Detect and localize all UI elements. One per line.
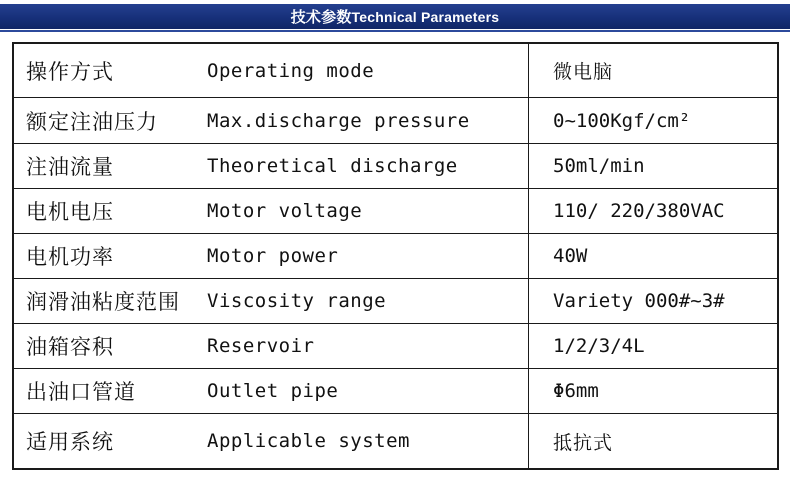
param-name-zh: 注油流量 xyxy=(26,154,114,179)
table-row xyxy=(14,44,777,98)
param-name-cell xyxy=(14,98,529,143)
param-value: 50ml/min xyxy=(529,143,778,188)
param-name-en: Viscosity range xyxy=(207,290,387,313)
param-name-cell xyxy=(14,188,529,233)
param-name-zh: 操作方式 xyxy=(26,59,114,84)
table-row xyxy=(14,143,777,188)
param-name-cell xyxy=(14,44,529,98)
param-value: 40W xyxy=(529,233,778,278)
param-value: 微电脑 xyxy=(529,44,778,98)
param-name-cell xyxy=(14,143,529,188)
parameters-table xyxy=(12,42,779,470)
title-zh: 技术参数 xyxy=(290,8,352,26)
param-name-en: Operating mode xyxy=(207,59,375,82)
title-banner xyxy=(0,4,790,29)
param-value: 110/ 220/380VAC xyxy=(529,188,778,233)
param-name-en: Outlet pipe xyxy=(207,380,339,403)
title-en: Technical Parameters xyxy=(351,8,500,25)
table-row xyxy=(14,188,777,233)
param-name-en: Theoretical discharge xyxy=(207,154,458,177)
param-name-zh: 出油口管道 xyxy=(26,380,136,405)
param-name-en: Reservoir xyxy=(207,335,315,358)
param-name-zh: 额定注油压力 xyxy=(26,109,158,134)
table-row xyxy=(14,98,777,143)
param-value: Φ6mm xyxy=(529,369,778,414)
param-value: 1/2/3/4L xyxy=(529,324,778,369)
param-name-zh: 电机电压 xyxy=(26,199,114,224)
param-name-zh: 电机功率 xyxy=(26,244,114,269)
param-name-en: Motor power xyxy=(207,244,339,267)
param-name-cell xyxy=(14,324,529,369)
table-row xyxy=(14,369,777,414)
param-name-en: Applicable system xyxy=(207,430,410,453)
param-name-cell xyxy=(14,233,529,278)
param-value: 0~100Kgf/cm² xyxy=(529,98,778,143)
param-name-cell xyxy=(14,369,529,414)
table-row xyxy=(14,414,777,468)
param-value: Variety 000#~3# xyxy=(529,279,778,324)
table-row xyxy=(14,324,777,369)
param-name-cell xyxy=(14,279,529,324)
param-name-en: Max.discharge pressure xyxy=(207,109,470,132)
table-row xyxy=(14,233,777,278)
param-name-zh: 油箱容积 xyxy=(26,335,114,360)
param-name-en: Motor voltage xyxy=(207,199,363,222)
param-name-zh: 适用系统 xyxy=(26,430,114,455)
table-row xyxy=(14,279,777,324)
param-name-zh: 润滑油粘度范围 xyxy=(26,290,180,315)
banner-divider xyxy=(0,30,790,32)
param-value: 抵抗式 xyxy=(553,431,614,454)
param-name-cell xyxy=(14,414,529,468)
